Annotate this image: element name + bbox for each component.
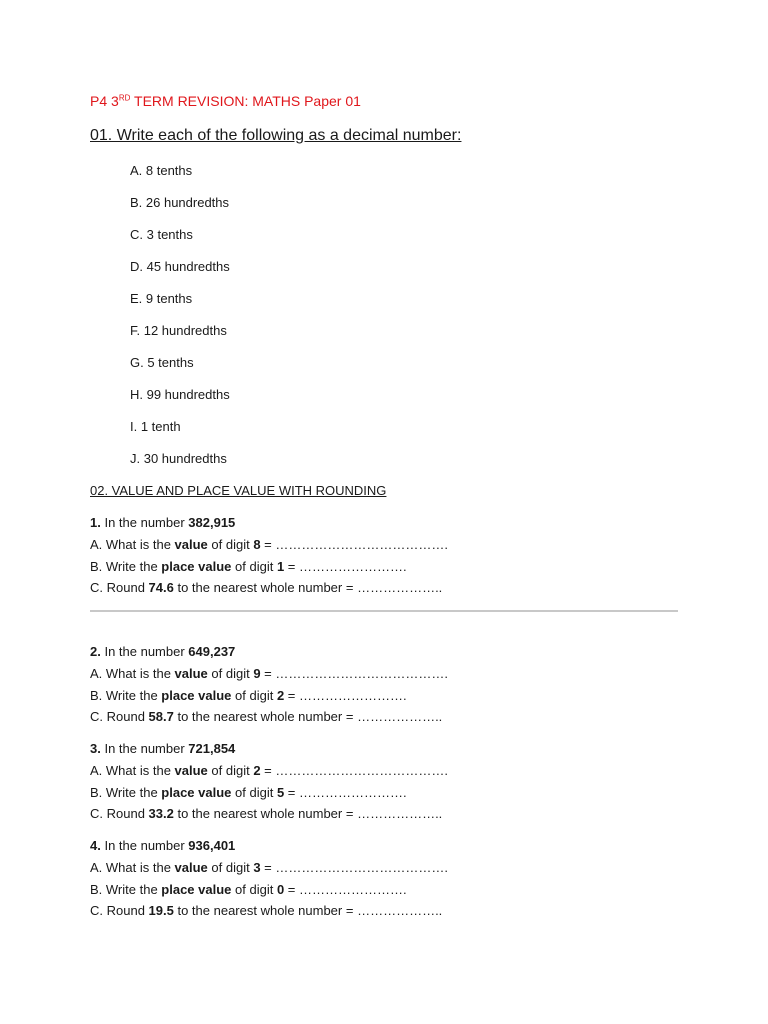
problem-place-question: B. Write the place value of digit 0 = ……………………. [90, 881, 407, 897]
question-1-item: F. 12 hundredths [130, 323, 227, 338]
problem-round-question: C. Round 58.7 to the nearest whole number = ……………….. [90, 709, 443, 725]
problem-round-question: C. Round 33.2 to the nearest whole number = ……………….. [90, 806, 443, 822]
problem-round-question: C. Round 74.6 to the nearest whole number = ……………….. [90, 580, 443, 596]
question-2-title: 02. VALUE AND PLACE VALUE WITH ROUNDING [90, 483, 387, 498]
problem-round-question: C. Round 19.5 to the nearest whole number = ……………….. [90, 903, 443, 919]
problem-intro: 2. In the number 649,237 [90, 644, 236, 659]
problem-value-question: A. What is the value of digit 3 = …………………………………. [90, 859, 448, 875]
question-1-list [130, 163, 230, 483]
question-1-item: G. 5 tenths [130, 355, 194, 370]
problem-intro: 1. In the number 382,915 [90, 515, 236, 530]
question-1-item: A. 8 tenths [130, 163, 193, 178]
header-prefix: P4 3 [90, 93, 119, 109]
question-1-item: H. 99 hundredths [130, 387, 230, 402]
problem-value-question: A. What is the value of digit 9 = …………………………………. [90, 665, 448, 681]
question-1-title: 01. Write each of the following as a decimal number: [90, 127, 462, 144]
question-1-item: E. 9 tenths [130, 291, 193, 306]
problem-intro: 4. In the number 936,401 [90, 838, 236, 853]
header-suffix: TERM REVISION: MATHS Paper 01 [130, 93, 361, 109]
problem-block-4 [90, 838, 448, 925]
question-1-item: I. 1 tenth [130, 419, 181, 434]
question-1-item: J. 30 hundredths [130, 451, 227, 466]
question-1-item: B. 26 hundredths [130, 195, 230, 210]
section-divider [90, 610, 678, 612]
problem-block-1 [90, 515, 448, 602]
question-1-item: D. 45 hundredths [130, 259, 230, 274]
problem-place-question: B. Write the place value of digit 5 = ……………………. [90, 784, 407, 800]
problem-place-question: B. Write the place value of digit 2 = ……………………. [90, 687, 407, 703]
problem-value-question: A. What is the value of digit 8 = …………………………………. [90, 536, 448, 552]
problem-intro: 3. In the number 721,854 [90, 741, 236, 756]
problem-value-question: A. What is the value of digit 2 = …………………………………. [90, 762, 448, 778]
question-1-item: C. 3 tenths [130, 227, 193, 242]
problem-block-2 [90, 644, 448, 731]
problem-place-question: B. Write the place value of digit 1 = ……………………. [90, 558, 407, 574]
header-superscript: RD [118, 93, 131, 103]
problem-block-3 [90, 741, 448, 828]
worksheet-header [90, 93, 361, 109]
